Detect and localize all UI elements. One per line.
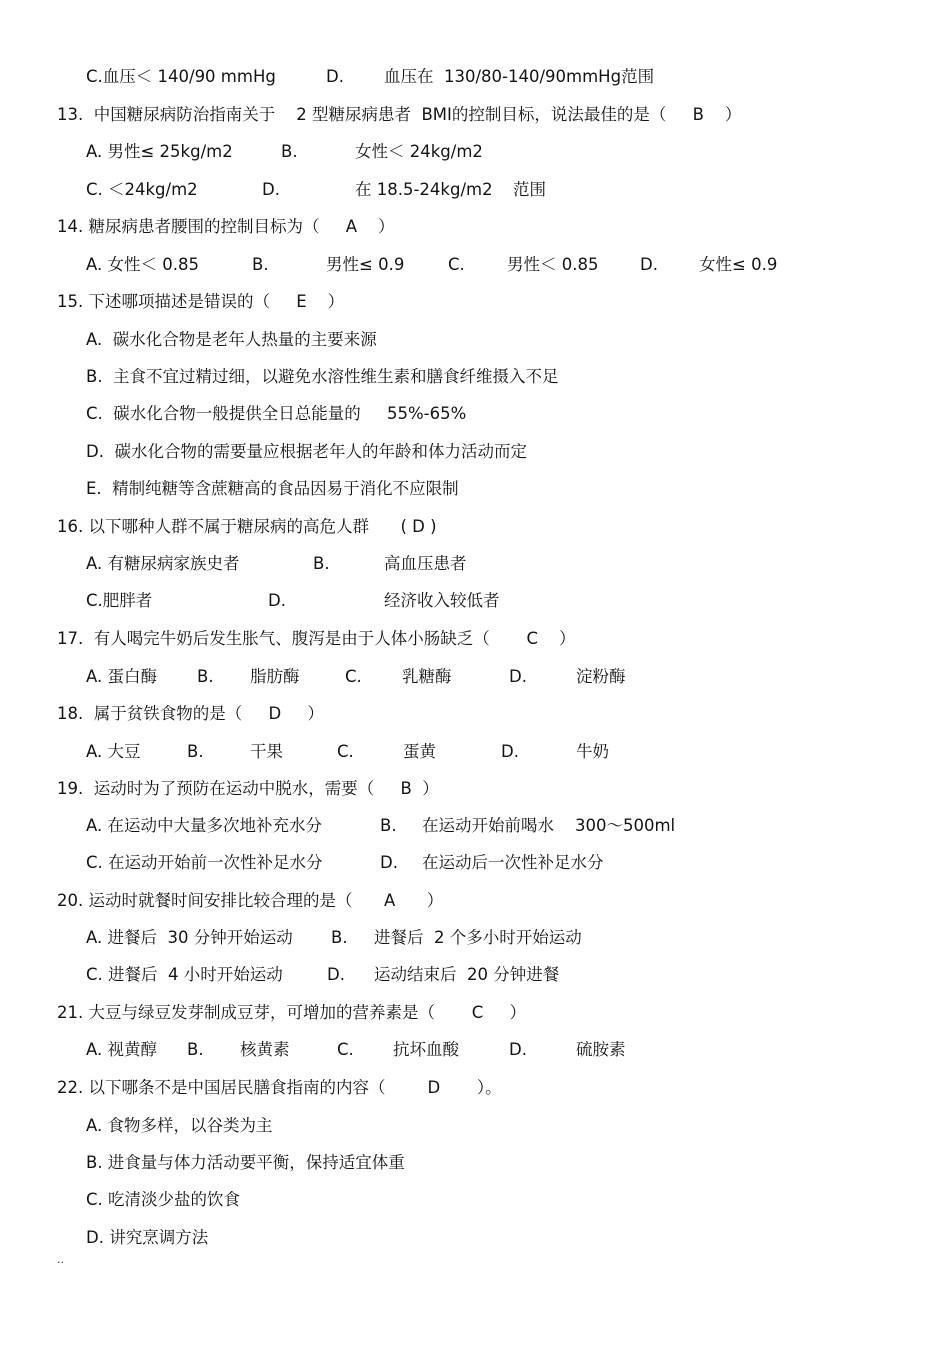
q16-option-a: A. 有糖尿病家族史者 — [86, 554, 240, 573]
q13-option-b: 女性＜ 24kg/m2 — [355, 142, 483, 161]
q22-option-c: C. 吃清淡少盐的饮食 — [86, 1190, 241, 1209]
q20-option-b: 进餐后 2 个多小时开始运动 — [374, 928, 582, 947]
q19-option-c: C. 在运动开始前一次性补足水分 — [86, 853, 323, 872]
q20-question: 20. 运动时就餐时间安排比较合理的是（ A ） — [57, 891, 444, 910]
q13-option-b-letter: B. — [281, 142, 298, 161]
q12-option-d-letter: D. — [326, 67, 344, 86]
q16-option-d: 经济收入较低者 — [384, 591, 500, 610]
q16-question: 16. 以下哪种人群不属于糖尿病的高危人群 ( D ) — [57, 517, 437, 536]
q16-option-c: C.肥胖者 — [86, 591, 153, 610]
q15-option-e: E. 精制纯糖等含蔗糖高的食品因易于消化不应限制 — [86, 479, 459, 498]
q19-option-d: 在运动后一次性补足水分 — [422, 853, 604, 872]
q13-option-d-letter: D. — [262, 180, 280, 199]
q14-option-d: 女性≤ 0.9 — [699, 255, 778, 274]
q18-option-d: 牛奶 — [576, 742, 609, 761]
q13-option-c: C. ＜24kg/m2 — [86, 180, 198, 199]
q18-option-a: A. 大豆 — [86, 742, 141, 761]
q16-option-d-letter: D. — [268, 591, 286, 610]
q18-option-b: 干果 — [250, 742, 283, 761]
q17-option-b: 脂肪酶 — [250, 667, 300, 686]
q21-option-c: 抗坏血酸 — [393, 1040, 459, 1059]
q21-option-d: 硫胺素 — [576, 1040, 626, 1059]
q17-option-d-letter: D. — [509, 667, 527, 686]
q18-question: 18. 属于贫铁食物的是（ D ） — [57, 704, 324, 723]
q18-option-c: 蛋黄 — [403, 742, 436, 761]
q17-option-b-letter: B. — [197, 667, 214, 686]
q17-option-d: 淀粉酶 — [576, 667, 626, 686]
q15-option-b: B. 主食不宜过精过细，以避免水溶性维生素和膳食纤维摄入不足 — [86, 367, 559, 386]
q12-option-d: 血压在 130/80-140/90mmHg范围 — [384, 67, 655, 86]
q19-question: 19. 运动时为了预防在运动中脱水，需要（ B ） — [57, 779, 439, 798]
q16-option-b: 高血压患者 — [384, 554, 467, 573]
q18-option-b-letter: B. — [187, 742, 204, 761]
q21-option-a: A. 视黄醇 — [86, 1040, 157, 1059]
q20-option-d-letter: D. — [327, 965, 345, 984]
q17-option-c: 乳糖酶 — [402, 667, 452, 686]
q21-option-c-letter: C. — [337, 1040, 354, 1059]
q13-question: 13. 中国糖尿病防治指南关于 2 型糖尿病患者 BMI的控制目标，说法最佳的是（ B ） — [57, 105, 742, 124]
q14-option-b-letter: B. — [252, 255, 269, 274]
q19-option-d-letter: D. — [380, 853, 398, 872]
page-footer-mark: .. — [57, 1253, 64, 1266]
q21-question: 21. 大豆与绿豆发芽制成豆芽，可增加的营养素是（ C ） — [57, 1003, 526, 1022]
q14-question: 14. 糖尿病患者腰围的控制目标为（ A ） — [57, 217, 395, 236]
q19-option-a: A. 在运动中大量多次地补充水分 — [86, 816, 322, 835]
q13-option-d-suffix: 范围 — [513, 180, 546, 199]
q15-question: 15. 下述哪项描述是错误的（ E ） — [57, 292, 345, 311]
q20-option-d: 运动结束后 20 分钟进餐 — [374, 965, 560, 984]
q17-question: 17. 有人喝完牛奶后发生胀气、腹泻是由于人体小肠缺乏（ C ） — [57, 629, 576, 648]
q15-option-c: C. 碳水化合物一般提供全日总能量的 55%-65% — [86, 404, 467, 423]
q18-option-c-letter: C. — [337, 742, 354, 761]
q17-option-c-letter: C. — [345, 667, 362, 686]
q14-option-c: 男性＜ 0.85 — [507, 255, 599, 274]
q14-option-c-letter: C. — [448, 255, 465, 274]
q15-option-a: A. 碳水化合物是老年人热量的主要来源 — [86, 330, 377, 349]
q21-option-d-letter: D. — [509, 1040, 527, 1059]
q21-option-b-letter: B. — [187, 1040, 204, 1059]
q22-option-a: A. 食物多样，以谷类为主 — [86, 1116, 273, 1135]
q21-option-b: 核黄素 — [240, 1040, 290, 1059]
q14-option-b: 男性≤ 0.9 — [326, 255, 405, 274]
q14-option-d-letter: D. — [640, 255, 658, 274]
q13-option-d: 在 18.5-24kg/m2 — [355, 180, 493, 199]
q15-option-d: D. 碳水化合物的需要量应根据老年人的年龄和体力活动而定 — [86, 442, 527, 461]
q20-option-c: C. 进餐后 4 小时开始运动 — [86, 965, 283, 984]
q22-option-d: D. 讲究烹调方法 — [86, 1228, 209, 1247]
q20-option-b-letter: B. — [331, 928, 348, 947]
q19-option-b: 在运动开始前喝水 300～500ml — [422, 816, 676, 835]
q13-option-a: A. 男性≤ 25kg/m2 — [86, 142, 233, 161]
q12-option-c: C.血压＜ 140/90 mmHg — [86, 67, 276, 86]
q17-option-a: A. 蛋白酶 — [86, 667, 157, 686]
q14-option-a: A. 女性＜ 0.85 — [86, 255, 199, 274]
q16-option-b-letter: B. — [313, 554, 330, 573]
q19-option-b-letter: B. — [380, 816, 397, 835]
q18-option-d-letter: D. — [501, 742, 519, 761]
q22-option-b: B. 进食量与体力活动要平衡，保持适宜体重 — [86, 1153, 405, 1172]
q20-option-a: A. 进餐后 30 分钟开始运动 — [86, 928, 293, 947]
q22-question: 22. 以下哪条不是中国居民膳食指南的内容（ D ）。 — [57, 1078, 502, 1097]
